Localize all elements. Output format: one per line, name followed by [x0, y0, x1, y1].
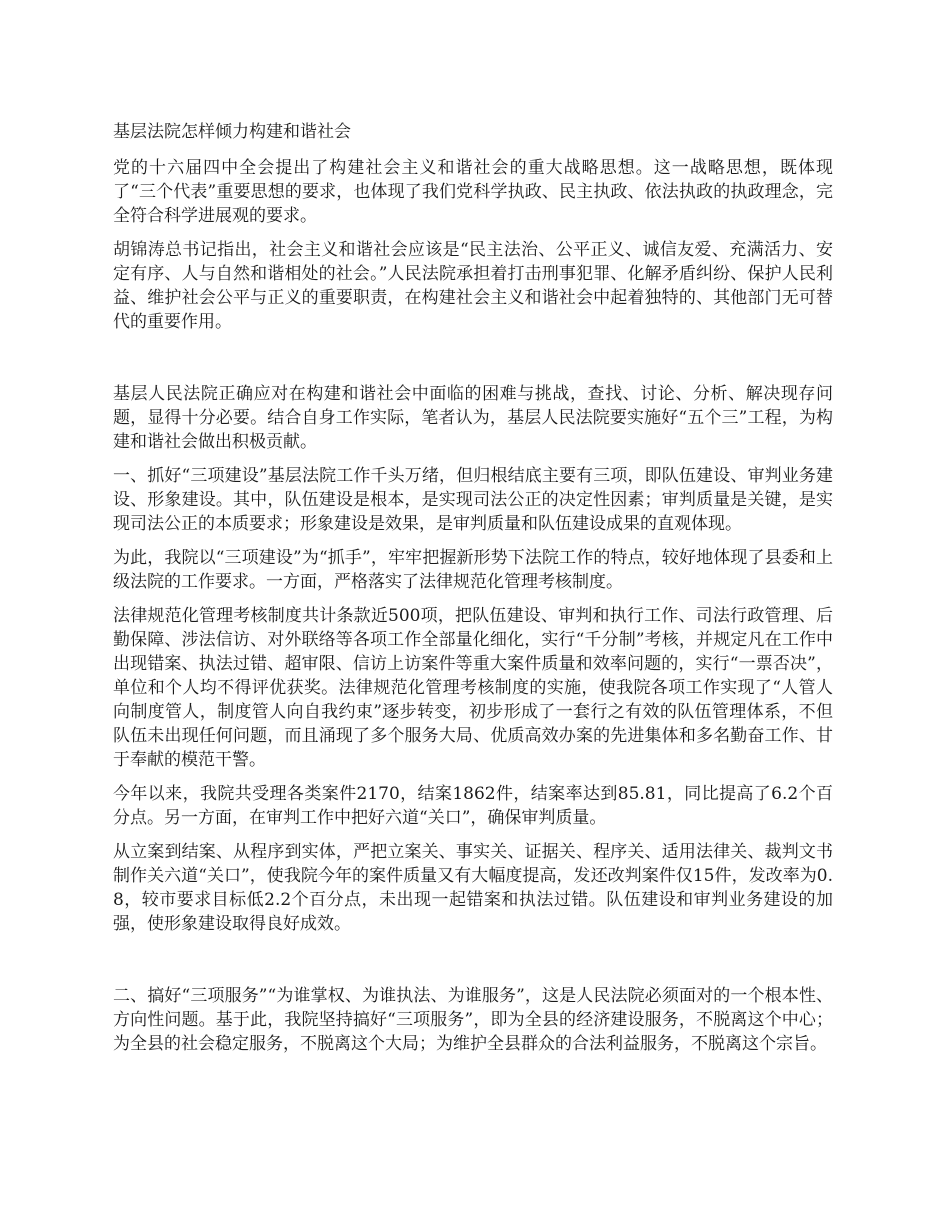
paragraph-five-three: 基层人民法院正确应对在构建和谐社会中面临的困难与挑战，查找、讨论、分析、解决现存问题，显得十分必要。结合自身工作实际，笔者认为，基层人民法院要实施好“五个三”工程，为构建和谐社会做出积极贡献。: [113, 384, 833, 452]
paragraph-hu-quote: 胡锦涛总书记指出，社会主义和谐社会应该是“民主法治、公平正义、诚信友爱、充满活力、安定有序、人与自然和谐相处的社会。”人民法院承担着打击刑事犯罪、化解矛盾纠纷、保护人民利益、维护社会公平与正义的重要职责，在构建社会主义和谐社会中起着独特的、其他部门无可替代的重要作用。: [113, 240, 833, 332]
section-spacer: [113, 946, 833, 984]
paragraph-six-gates: 从立案到结案、从程序到实体，严把立案关、事实关、证据关、程序关、适用法律关、裁判文书制作关六道“关口”，使我院今年的案件质量又有大幅度提高，发还改判案件仅15件，发改率为0.8，较市要求目标低2.2个百分点，未出现一起错案和执法过错。队伍建设和审判业务建设的加强，使形象建设取得良好成效。: [113, 842, 833, 934]
section-spacer: [113, 344, 833, 382]
paragraph-three-constructions: 一、抓好“三项建设”基层法院工作千头万绪，但归根结底主要有三项，即队伍建设、审判业务建设、形象建设。其中，队伍建设是根本，是实现司法公正的决定性因素；审判质量是关键，是实现司法公正的本质要求；形象建设是效果，是审判质量和队伍建设成果的直观体现。: [113, 466, 833, 534]
paragraph-grasp: 为此，我院以“三项建设”为“抓手”，牢牢把握新形势下法院工作的特点，较好地体现了县委和上级法院的工作要求。一方面，严格落实了法律规范化管理考核制度。: [113, 548, 833, 592]
paragraph-case-statistics: 今年以来，我院共受理各类案件2170，结案1862件，结案率达到85.81，同比提高了6.2个百分点。另一方面，在审判工作中把好六道“关口”，确保审判质量。: [113, 784, 833, 828]
paragraph-management-system: 法律规范化管理考核制度共计条款近500项，把队伍建设、审判和执行工作、司法行政管理、后勤保障、涉法信访、对外联络等各项工作全部量化细化，实行“千分制”考核，并规定凡在工作中出现错案、执法过错、超审限、信访上访案件等重大案件质量和效率问题的，实行“一票否决”，单位和个人均不得评优获奖。法律规范化管理考核制度的实施，使我院各项工作实现了“人管人向制度管人，制度管人向自我约束”逐步转变，初步形成了一套行之有效的队伍管理体系，不但队伍未出现任何问题，而且涌现了多个服务大局、优质高效办案的先进集体和多名勤奋工作、甘于奉献的模范干警。: [113, 606, 833, 770]
document-page: [113, 120, 833, 1066]
document-title: 基层法院怎样倾力构建和谐社会: [113, 122, 351, 142]
paragraph-intro: 党的十六届四中全会提出了构建社会主义和谐社会的重大战略思想。这一战略思想，既体现了“三个代表”重要思想的要求，也体现了我们党科学执政、民主执政、依法执政的执政理念，完全符合科学进展观的要求。: [113, 158, 833, 226]
paragraph-three-services: 二、搞好“三项服务”“为谁掌权、为谁执法、为谁服务”，这是人民法院必须面对的一个根本性、方向性问题。基于此，我院坚持搞好“三项服务”，即为全县的经济建设服务，不脱离这个中心；为全县的社会稳定服务，不脱离这个大局；为维护全县群众的合法利益服务，不脱离这个宗旨。: [113, 986, 833, 1054]
